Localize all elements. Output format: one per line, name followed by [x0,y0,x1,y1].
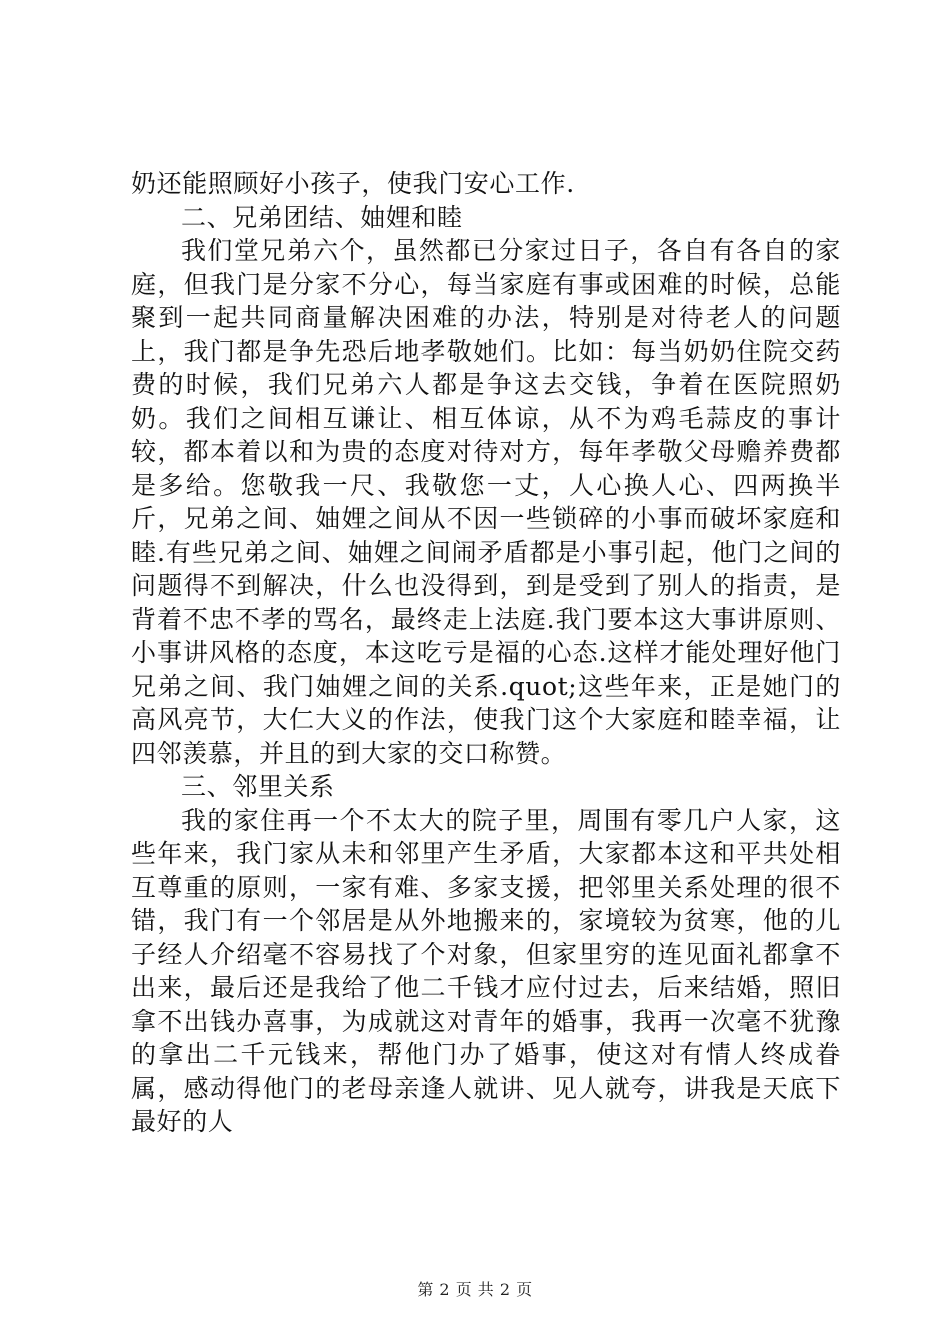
section-heading-brothers-unity: 二、兄弟团结、妯娌和睦 [181,202,463,232]
continuation-line: 奶还能照顾好小孩子，使我门安心工作. [131,169,575,198]
page-number-footer: 第 2 页 共 2 页 [417,1280,533,1299]
section-paragraph-brothers-unity: 我们堂兄弟六个，虽然都已分家过日子，各自有各自的家庭，但我门是分家不分心，每当家庭有事或困难的时候，总能聚到一起共同商量解决困难的办法，特别是对待老人的问题上，我门都是争先恐后地孝敬她们。比如：每当奶奶住院交药费的时候，我们兄弟六人都是争这去交钱，争着在医院照奶奶。我们之间相互谦让、相互体谅，从不为鸡毛蒜皮的事计较，都本着以和为贵的态度对待对方，每年孝敬父母赡养费都是多给。您敬我一尺、我敬您一丈，人心换人心、四两换半斤，兄弟之间、妯娌之间从不因一些锁碎的小事而破坏家庭和睦.有些兄弟之间、妯娌之间闹矛盾都是小事引起，他门之间的问题得不到解决，什么也没得到，到是受到了别人的指责，是背着不忠不孝的骂名，最终走上法庭.我门要本这大事讲原则、小事讲风格的态度，本这吃亏是福的心态.这样才能处理好他门兄弟之间、我门妯娌之间的关系.quot;这些年来，正是她门的高风亮节，大仁大义的作法，使我门这个大家庭和睦幸福，让四邻羡慕，并且的到大家的交口称赞。 [131,236,841,768]
section-heading-neighbor-relations: 三、邻里关系 [181,772,335,801]
document-body [131,167,841,1139]
section-paragraph-neighbor-relations: 我的家住再一个不太大的院子里，周围有零几户人家，这些年来，我门家从未和邻里产生矛盾，大家都本这和平共处相互尊重的原则，一家有难、多家支援，把邻里关系处理的很不错，我门有一个邻居是从外地搬来的，家境较为贫寒，他的儿子经人介绍毫不容易找了个对象，但家里穷的连见面礼都拿不出来，最后还是我给了他二千钱才应付过去，后来结婚，照旧拿不出钱办喜事，为成就这对青年的婚事，我再一次毫不犹豫的拿出二千元钱来，帮他门办了婚事，使这对有情人终成眷属，感动得他门的老母亲逢人就讲、见人就夸，讲我是天底下最好的人 [131,805,841,1136]
